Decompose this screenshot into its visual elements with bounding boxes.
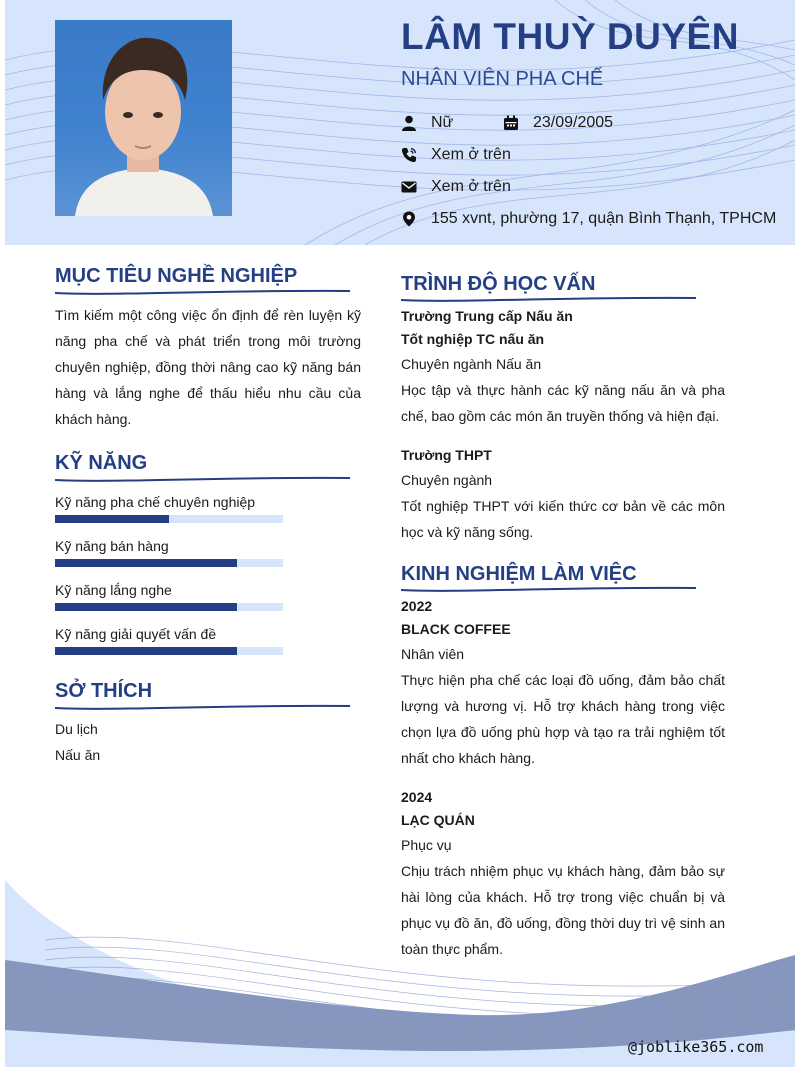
experience-position: Nhân viên bbox=[401, 646, 465, 662]
experience-company: BLACK COFFEE bbox=[401, 621, 511, 637]
candidate-job-title: NHÂN VIÊN PHA CHẾ bbox=[401, 68, 604, 90]
skill-bar-fill bbox=[55, 559, 237, 567]
skill-label: Kỹ năng pha chế chuyên nghiệp bbox=[55, 494, 256, 510]
phone-value: Xem ở trên bbox=[431, 146, 511, 163]
user-icon bbox=[401, 115, 417, 131]
birthdate-value: 23/09/2005 bbox=[533, 114, 614, 131]
phone-icon bbox=[401, 147, 417, 163]
location-icon bbox=[401, 211, 417, 227]
address-row bbox=[401, 207, 776, 231]
skill-bar-fill bbox=[55, 515, 169, 523]
education-major: Chuyên ngành bbox=[401, 472, 493, 488]
phone-row bbox=[401, 143, 511, 167]
skill-bar-fill bbox=[55, 603, 237, 611]
skill-bar-track bbox=[55, 647, 283, 655]
skill-bar-track bbox=[55, 515, 283, 523]
experience-position: Phục vụ bbox=[401, 837, 452, 853]
objective-title-underline bbox=[55, 287, 350, 297]
skill-bar-track bbox=[55, 559, 283, 567]
profile-photo bbox=[55, 20, 232, 216]
address-value: 155 xvnt, phường 17, quận Bình Thạnh, TPHCM bbox=[431, 210, 777, 227]
hobbies-title-underline bbox=[55, 702, 350, 712]
skills-title: KỸ NĂNG bbox=[55, 452, 148, 474]
skills-title-underline bbox=[55, 474, 350, 484]
experience-title: KINH NGHIỆM LÀM VIỆC bbox=[401, 563, 637, 585]
skill-label: Kỹ năng lắng nghe bbox=[55, 582, 172, 598]
objective-text: Tìm kiếm một công việc ổn định để rèn luyện kỹ năng pha chế và phát triển trong môi trường chuyên nghiệp, đồng thời nâng cao kỹ năng bán hàng và lắng nghe để thấu hiểu nhu cầu của khách hàng. bbox=[55, 307, 361, 427]
education-degree: Tốt nghiệp TC nấu ăn bbox=[401, 331, 545, 347]
watermark-text: @joblike365.com bbox=[628, 1038, 764, 1056]
education-title-underline bbox=[401, 294, 696, 304]
skill-label: Kỹ năng giải quyết vấn đề bbox=[55, 626, 217, 642]
gender-value: Nữ bbox=[431, 114, 454, 131]
experience-description: Thực hiện pha chế các loại đồ uống, đảm bảo chất lượng và hương vị. Hỗ trợ khách hàng trong việc chọn lựa đồ uống phù hợp và tạo ra trải nghiệm tốt nhất cho khách hàng. bbox=[401, 672, 725, 766]
education-school: Trường Trung cấp Nấu ăn bbox=[401, 308, 573, 324]
calendar-icon bbox=[503, 115, 519, 131]
experience-company: LẠC QUÁN bbox=[401, 812, 475, 828]
experience-description: Chịu trách nhiệm phục vụ khách hàng, đảm bảo sự hài lòng của khách. Hỗ trợ trong việc chuẩn bị và phục vụ đồ ăn, đồ uống, đồng thời duy trì vệ sinh an toàn thực phẩm. bbox=[401, 863, 725, 957]
candidate-name: LÂM THUỲ DUYÊN bbox=[401, 16, 739, 57]
email-value: Xem ở trên bbox=[431, 178, 511, 195]
skill-bar-fill bbox=[55, 647, 237, 655]
experience-year: 2022 bbox=[401, 598, 433, 614]
email-row bbox=[401, 175, 511, 199]
skill-label: Kỹ năng bán hàng bbox=[55, 538, 169, 554]
hobbies-title: SỞ THÍCH bbox=[55, 680, 153, 702]
education-description: Học tập và thực hành các kỹ năng nấu ăn và pha chế, bao gồm các món ăn truyền thống và hiện đại. bbox=[401, 382, 725, 424]
experience-title-underline bbox=[401, 584, 696, 594]
hobby-item: Nấu ăn bbox=[55, 747, 101, 763]
experience-year: 2024 bbox=[401, 789, 433, 805]
education-title: TRÌNH ĐỘ HỌC VẤN bbox=[401, 273, 596, 295]
skill-bar-track bbox=[55, 603, 283, 611]
cv-page bbox=[5, 0, 795, 1067]
gender-row bbox=[401, 111, 453, 135]
education-major: Chuyên ngành Nấu ăn bbox=[401, 356, 542, 372]
hobby-item: Du lịch bbox=[55, 721, 98, 737]
education-school: Trường THPT bbox=[401, 447, 492, 463]
education-description: Tốt nghiệp THPT với kiến thức cơ bản về các môn học và kỹ năng sống. bbox=[401, 498, 725, 540]
objective-title: MỤC TIÊU NGHỀ NGHIỆP bbox=[55, 265, 298, 287]
email-icon bbox=[401, 179, 417, 195]
birthdate-row bbox=[503, 111, 613, 135]
